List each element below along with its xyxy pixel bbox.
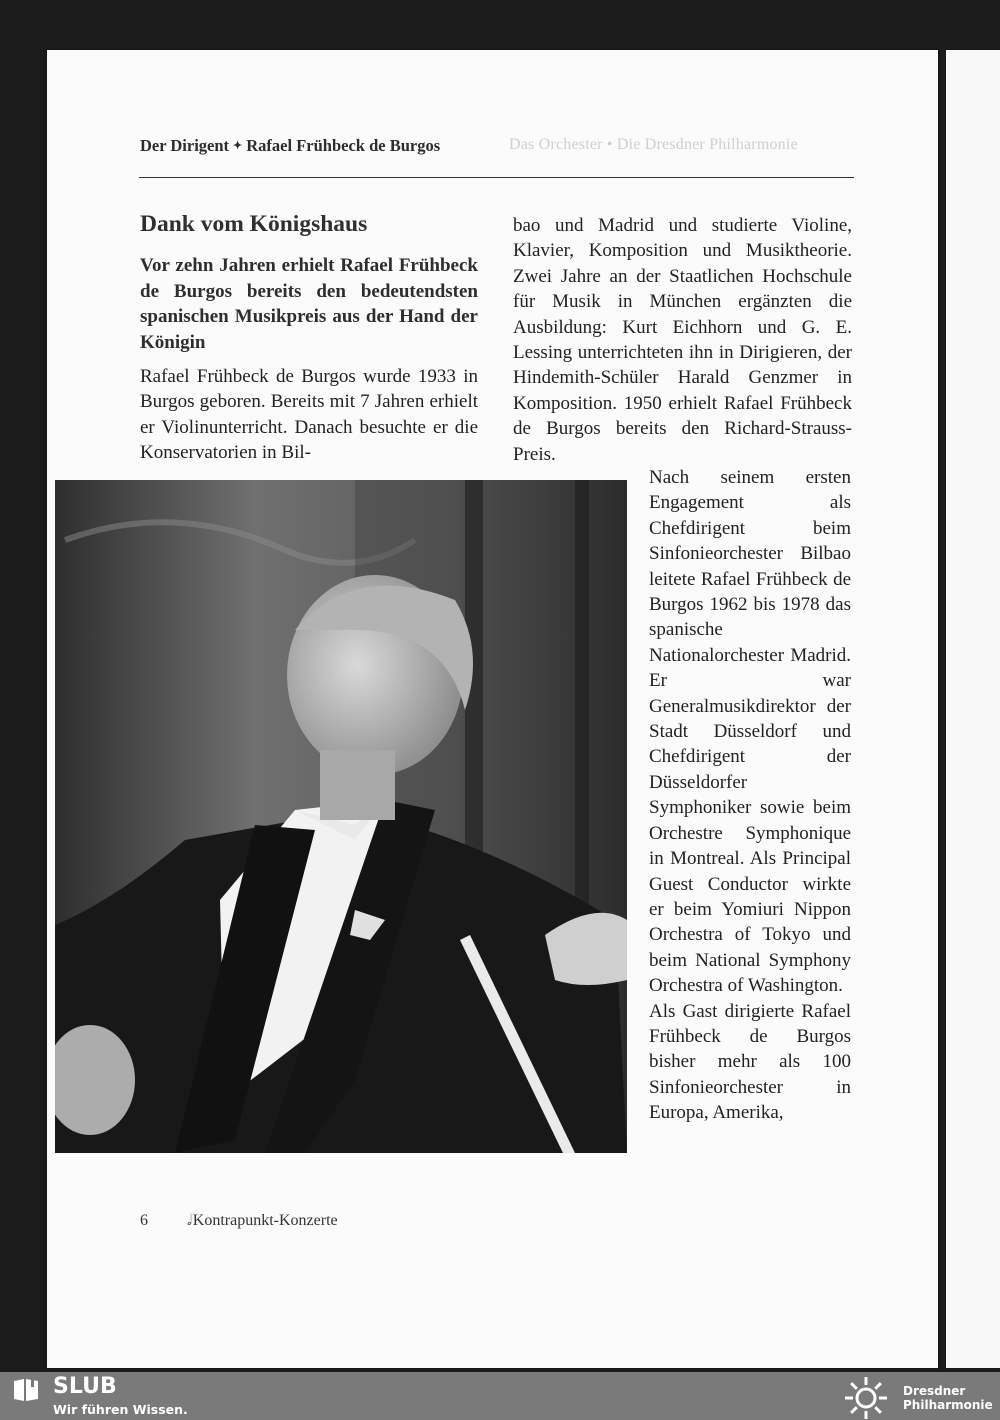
publication-label: Kontrapunkt-Konzerte [192, 1212, 338, 1229]
running-head-subject: Rafael Frühbeck de Burgos [246, 136, 441, 155]
music-note-icon: 𝅗𝅥 [187, 1213, 192, 1229]
header-rule [139, 177, 854, 178]
running-head [140, 136, 440, 156]
dresdner-philharmonie-logo-icon[interactable] [844, 1376, 888, 1420]
running-head-separator: ✦ [233, 140, 243, 152]
slub-tagline: Wir führen Wissen. [53, 1402, 188, 1417]
page-number: 6 [140, 1212, 148, 1229]
running-head-section: Der Dirigent [140, 136, 230, 155]
article-title: Dank vom Königshaus [140, 211, 368, 237]
slub-wordmark[interactable]: SLUB [53, 1374, 117, 1399]
partner-name-line1: Dresdner [903, 1384, 966, 1398]
body-paragraph: Nach seinem ersten Engagement als Chefdirigent beim Sinfonieorchester Bilbao leitete Rafael Frühbeck de Burgos 1962 bis 1978 das spanische Nationalorchester Madrid. Er war Generalmusikdirektor der Stadt Düsseldorf und Chefdirigent der Düsseldorfer Symphoniker sowie beim Orchestre Symphonique in Montreal. Als Principal Guest Conductor wirkte er beim Yomiuri Nippon Orchestra of Tokyo und beim National Symphony Orchestra of Washington. [649, 467, 851, 997]
body-column-right [513, 213, 852, 467]
adjacent-page-edge [946, 50, 1000, 1368]
body-column-left [140, 364, 478, 466]
publication-name [187, 1212, 338, 1230]
body-paragraph: bao und Madrid und studierte Violine, Klavier, Komposition und Musiktheorie. Zwei Jahre an der Staatlichen Hochschule für Musik in München ergänzten die Ausbildung: Kurt Eichhorn und G. E. Lessing unterrichteten ihn in Dirigieren, der Hindemith-Schüler Harald Genzmer in Komposition. 1950 erhielt Rafael Frühbeck de Burgos bereits den Richard-Strauss-Preis. [513, 215, 852, 465]
article-lead: Vor zehn Jahren erhielt Rafael Frühbeck de Burgos bereits den bedeutendsten spanischen Musikpreis aus der Hand der Königin [140, 255, 478, 353]
slub-logo-icon[interactable] [12, 1377, 42, 1403]
body-paragraph: Als Gast dirigierte Rafael Frühbeck de Burgos bisher mehr als 100 Sinfonieorchester in Europa, Amerika, [649, 1000, 851, 1124]
show-through-text: Das Orchester • Die Dresdner Philharmonie [509, 136, 798, 153]
body-column-right-narrow [649, 465, 851, 1126]
conductor-photo [55, 480, 627, 1153]
body-paragraph: Rafael Frühbeck de Burgos wurde 1933 in Burgos geboren. Bereits mit 7 Jahren erhielt er Violinunterricht. Danach besuchte er die Konservatorien in Bil- [140, 366, 478, 464]
document-page [47, 50, 938, 1368]
partner-name-line2: Philharmonie [903, 1398, 993, 1412]
partner-name[interactable] [903, 1384, 993, 1412]
